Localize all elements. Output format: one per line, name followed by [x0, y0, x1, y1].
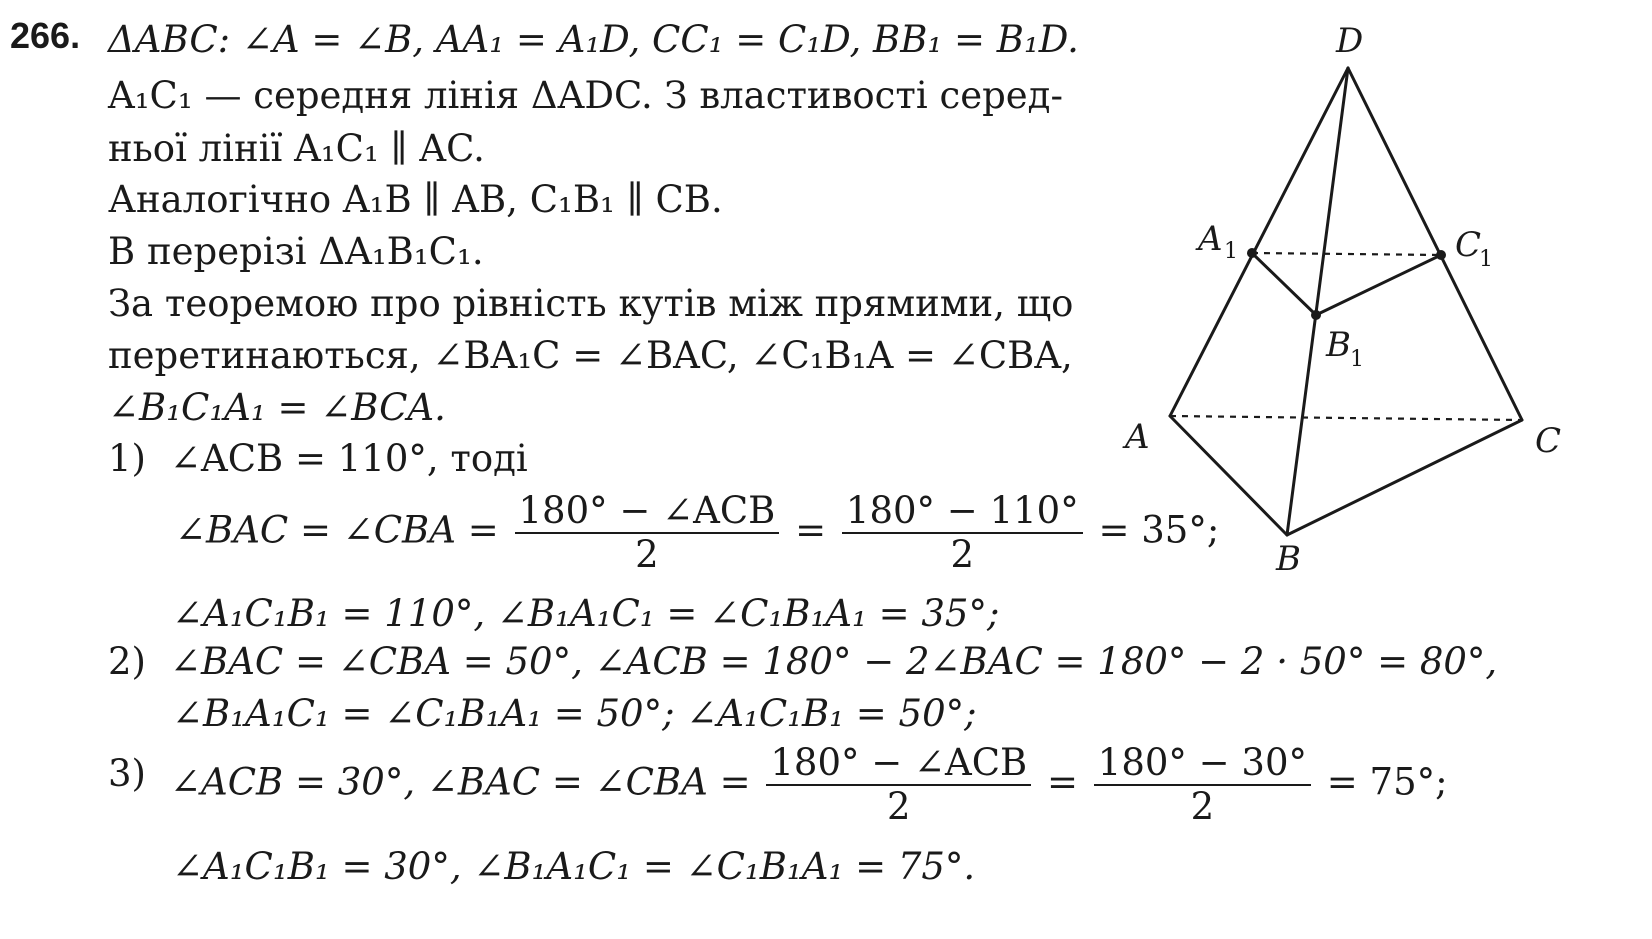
label-A1-sub: 1	[1224, 239, 1238, 264]
point-C1	[1436, 250, 1446, 260]
case1-marker: 1)	[108, 437, 146, 480]
edge-DC	[1348, 68, 1522, 420]
edge-AC-hidden	[1170, 416, 1522, 420]
label-C1: C	[1455, 225, 1482, 265]
case1-equation	[175, 490, 1219, 576]
case1-line3: ∠A₁C₁B₁ = 110°, ∠B₁A₁C₁ = ∠C₁B₁A₁ = 35°;	[172, 592, 1000, 635]
label-C1-sub: 1	[1479, 247, 1493, 272]
case2-line1: ∠BAC = ∠CBA = 50°, ∠ACB = 180° − 2∠BAC = 180° − 2 · 50° = 80°,	[170, 640, 1498, 683]
text-line-4: Аналогічно A₁B ∥ AB, C₁B₁ ∥ CB.	[108, 178, 723, 221]
segment-B1C1	[1316, 255, 1441, 315]
text-line-2: A₁C₁ — середня лінія ΔADC. З властивості серед-	[108, 74, 1063, 117]
case3-fraction-2	[1094, 742, 1311, 828]
case1-frac2-numerator: 180° − 110°	[842, 490, 1083, 534]
case3-line2: ∠A₁C₁B₁ = 30°, ∠B₁A₁C₁ = ∠C₁B₁A₁ = 75°.	[172, 845, 976, 888]
point-A1	[1247, 248, 1257, 258]
problem-number: 266.	[10, 15, 81, 56]
label-B1-sub: 1	[1350, 347, 1364, 372]
text-line-8: ∠B₁C₁A₁ = ∠BCA.	[108, 386, 446, 429]
case2-marker: 2)	[108, 640, 146, 683]
text-line-6: За теоремою про рівність кутів між прямими, що	[108, 282, 1074, 325]
case3-frac2-numerator: 180° − 30°	[1094, 742, 1311, 786]
case3-frac2-denominator: 2	[1190, 785, 1215, 828]
edge-DB	[1287, 68, 1348, 535]
text-line-1: ΔABC: ∠A = ∠B, AA₁ = A₁D, CC₁ = C₁D, BB₁ = B₁D.	[108, 18, 1079, 61]
case1-frac1-denominator: 2	[635, 533, 659, 576]
edge-AB	[1170, 416, 1287, 535]
pyramid-figure	[1100, 20, 1600, 580]
case1-eq-right: = 35°;	[1098, 508, 1220, 552]
label-B: B	[1276, 539, 1301, 579]
case1-fraction-1	[515, 490, 780, 576]
text-line-3: ньої лінії A₁C₁ ∥ AC.	[108, 127, 485, 170]
case2-line2: ∠B₁A₁C₁ = ∠C₁B₁A₁ = 50°; ∠A₁C₁B₁ = 50°;	[172, 692, 977, 735]
case1-line1: ∠ACB = 110°, тоді	[170, 437, 528, 480]
segment-A1C1-hidden	[1252, 253, 1441, 255]
case1-frac1-numerator: 180° − ∠ACB	[515, 490, 780, 534]
label-A: A	[1125, 417, 1150, 457]
case3-eq-mid: =	[1047, 760, 1079, 804]
case1-eq-left: ∠BAC = ∠CBA =	[175, 508, 499, 552]
case3-frac1-numerator: 180° − ∠ACB	[766, 742, 1031, 786]
case1-fraction-2	[842, 490, 1083, 576]
case3-marker: 3)	[108, 752, 146, 795]
label-C: C	[1535, 421, 1562, 461]
case1-eq-mid: =	[795, 508, 827, 552]
text-line-7: перетинаються, ∠BA₁C = ∠BAC, ∠C₁B₁A = ∠CBA,	[108, 334, 1073, 377]
case1-frac2-denominator: 2	[950, 533, 975, 576]
edge-DA	[1170, 68, 1348, 416]
edge-BC	[1287, 420, 1522, 535]
case3-frac1-denominator: 2	[887, 785, 911, 828]
label-B1: B	[1326, 325, 1351, 365]
case3-eq-left: ∠ACB = 30°, ∠BAC = ∠CBA =	[170, 760, 751, 804]
case3-eq-right: = 75°;	[1326, 760, 1448, 804]
text-line-5: В перерізі ΔA₁B₁C₁.	[108, 230, 484, 273]
label-D: D	[1336, 21, 1364, 61]
case3-equation	[170, 742, 1448, 828]
case3-fraction-1	[766, 742, 1031, 828]
segment-A1B1	[1252, 253, 1316, 315]
point-B1	[1311, 310, 1321, 320]
label-A1: A	[1198, 219, 1223, 259]
